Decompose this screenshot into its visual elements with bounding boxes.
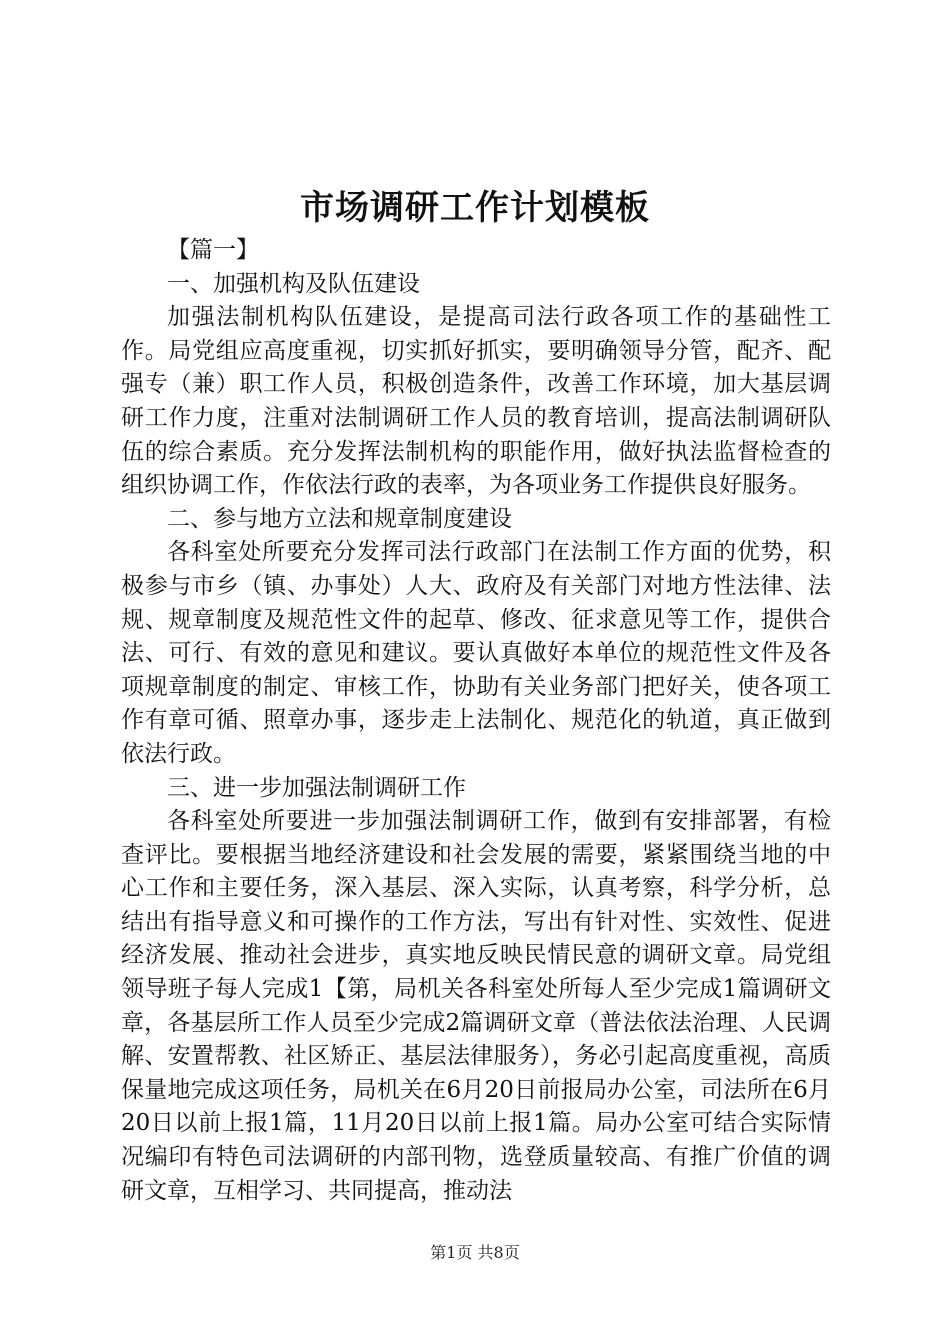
page-number: 第1页 xyxy=(430,1243,473,1262)
section-heading-1: 一、加强机构及队伍建设 xyxy=(167,270,420,297)
page-total: 共8页 xyxy=(477,1243,520,1262)
section-heading-2: 二、参与地方立法和规章制度建设 xyxy=(167,505,512,532)
section-heading-3: 三、进一步加强法制调研工作 xyxy=(167,774,466,801)
section-marker: 【篇一】 xyxy=(167,237,259,263)
document-title: 市场调研工作计划模板 xyxy=(300,188,650,228)
paragraph-1: 加强法制机构队伍建设，是提高司法行政各项工作的基础性工作。局党组应高度重视，切实抓好抓实，要明确领导分管，配齐、配强专（兼）职工作人员，积极创造条件，改善工作环境，加大基层调研工作力度，注重对法制调研工作人员的教育培训，提高法制调研队伍的综合素质。充分发挥法制机构的职能作用，做好执法监督检查的组织协调工作，作依法行政的表率，为各项业务工作提供良好服务。 xyxy=(121,304,831,499)
page-footer xyxy=(0,1242,950,1264)
document-body xyxy=(121,234,831,1208)
paragraph-2: 各科室处所要充分发挥司法行政部门在法制工作方面的优势，积极参与市乡（镇、办事处）人大、政府及有关部门对地方性法律、法规、规章制度及规范性文件的起草、修改、征求意见等工作，提供合法、可行、有效的意见和建议。要认真做好本单位的规范性文件及各项规章制度的制定、审核工作，协助有关业务部门把好关，使各项工作有章可循、照章办事，逐步走上法制化、规范化的轨道，真正做到依法行政。 xyxy=(121,539,831,767)
paragraph-3: 各科室处所要进一步加强法制调研工作，做到有安排部署，有检查评比。要根据当地经济建设和社会发展的需要，紧紧围绕当地的中心工作和主要任务，深入基层、深入实际，认真考察，科学分析，总结出有指导意义和可操作的工作方法，写出有针对性、实效性、促进经济发展、推动社会进步，真实地反映民情民意的调研文章。局党组领导班子每人完成1【第，局机关各科室处所每人至少完成1篇调研文章，各基层所工作人员至少完成2篇调研文章（普法依法治理、人民调解、安置帮教、社区矫正、基层法律服务），务必引起高度重视，高质保量地完成这项任务，局机关在6月20日前报局办公室，司法所在6月20日以前上报1篇，11月20日以前上报1篇。局办公室可结合实际情况编印有特色司法调研的内部刊物，选登质量较高、有推广价值的调研文章，互相学习、共同提高，推动法 xyxy=(121,808,831,1204)
